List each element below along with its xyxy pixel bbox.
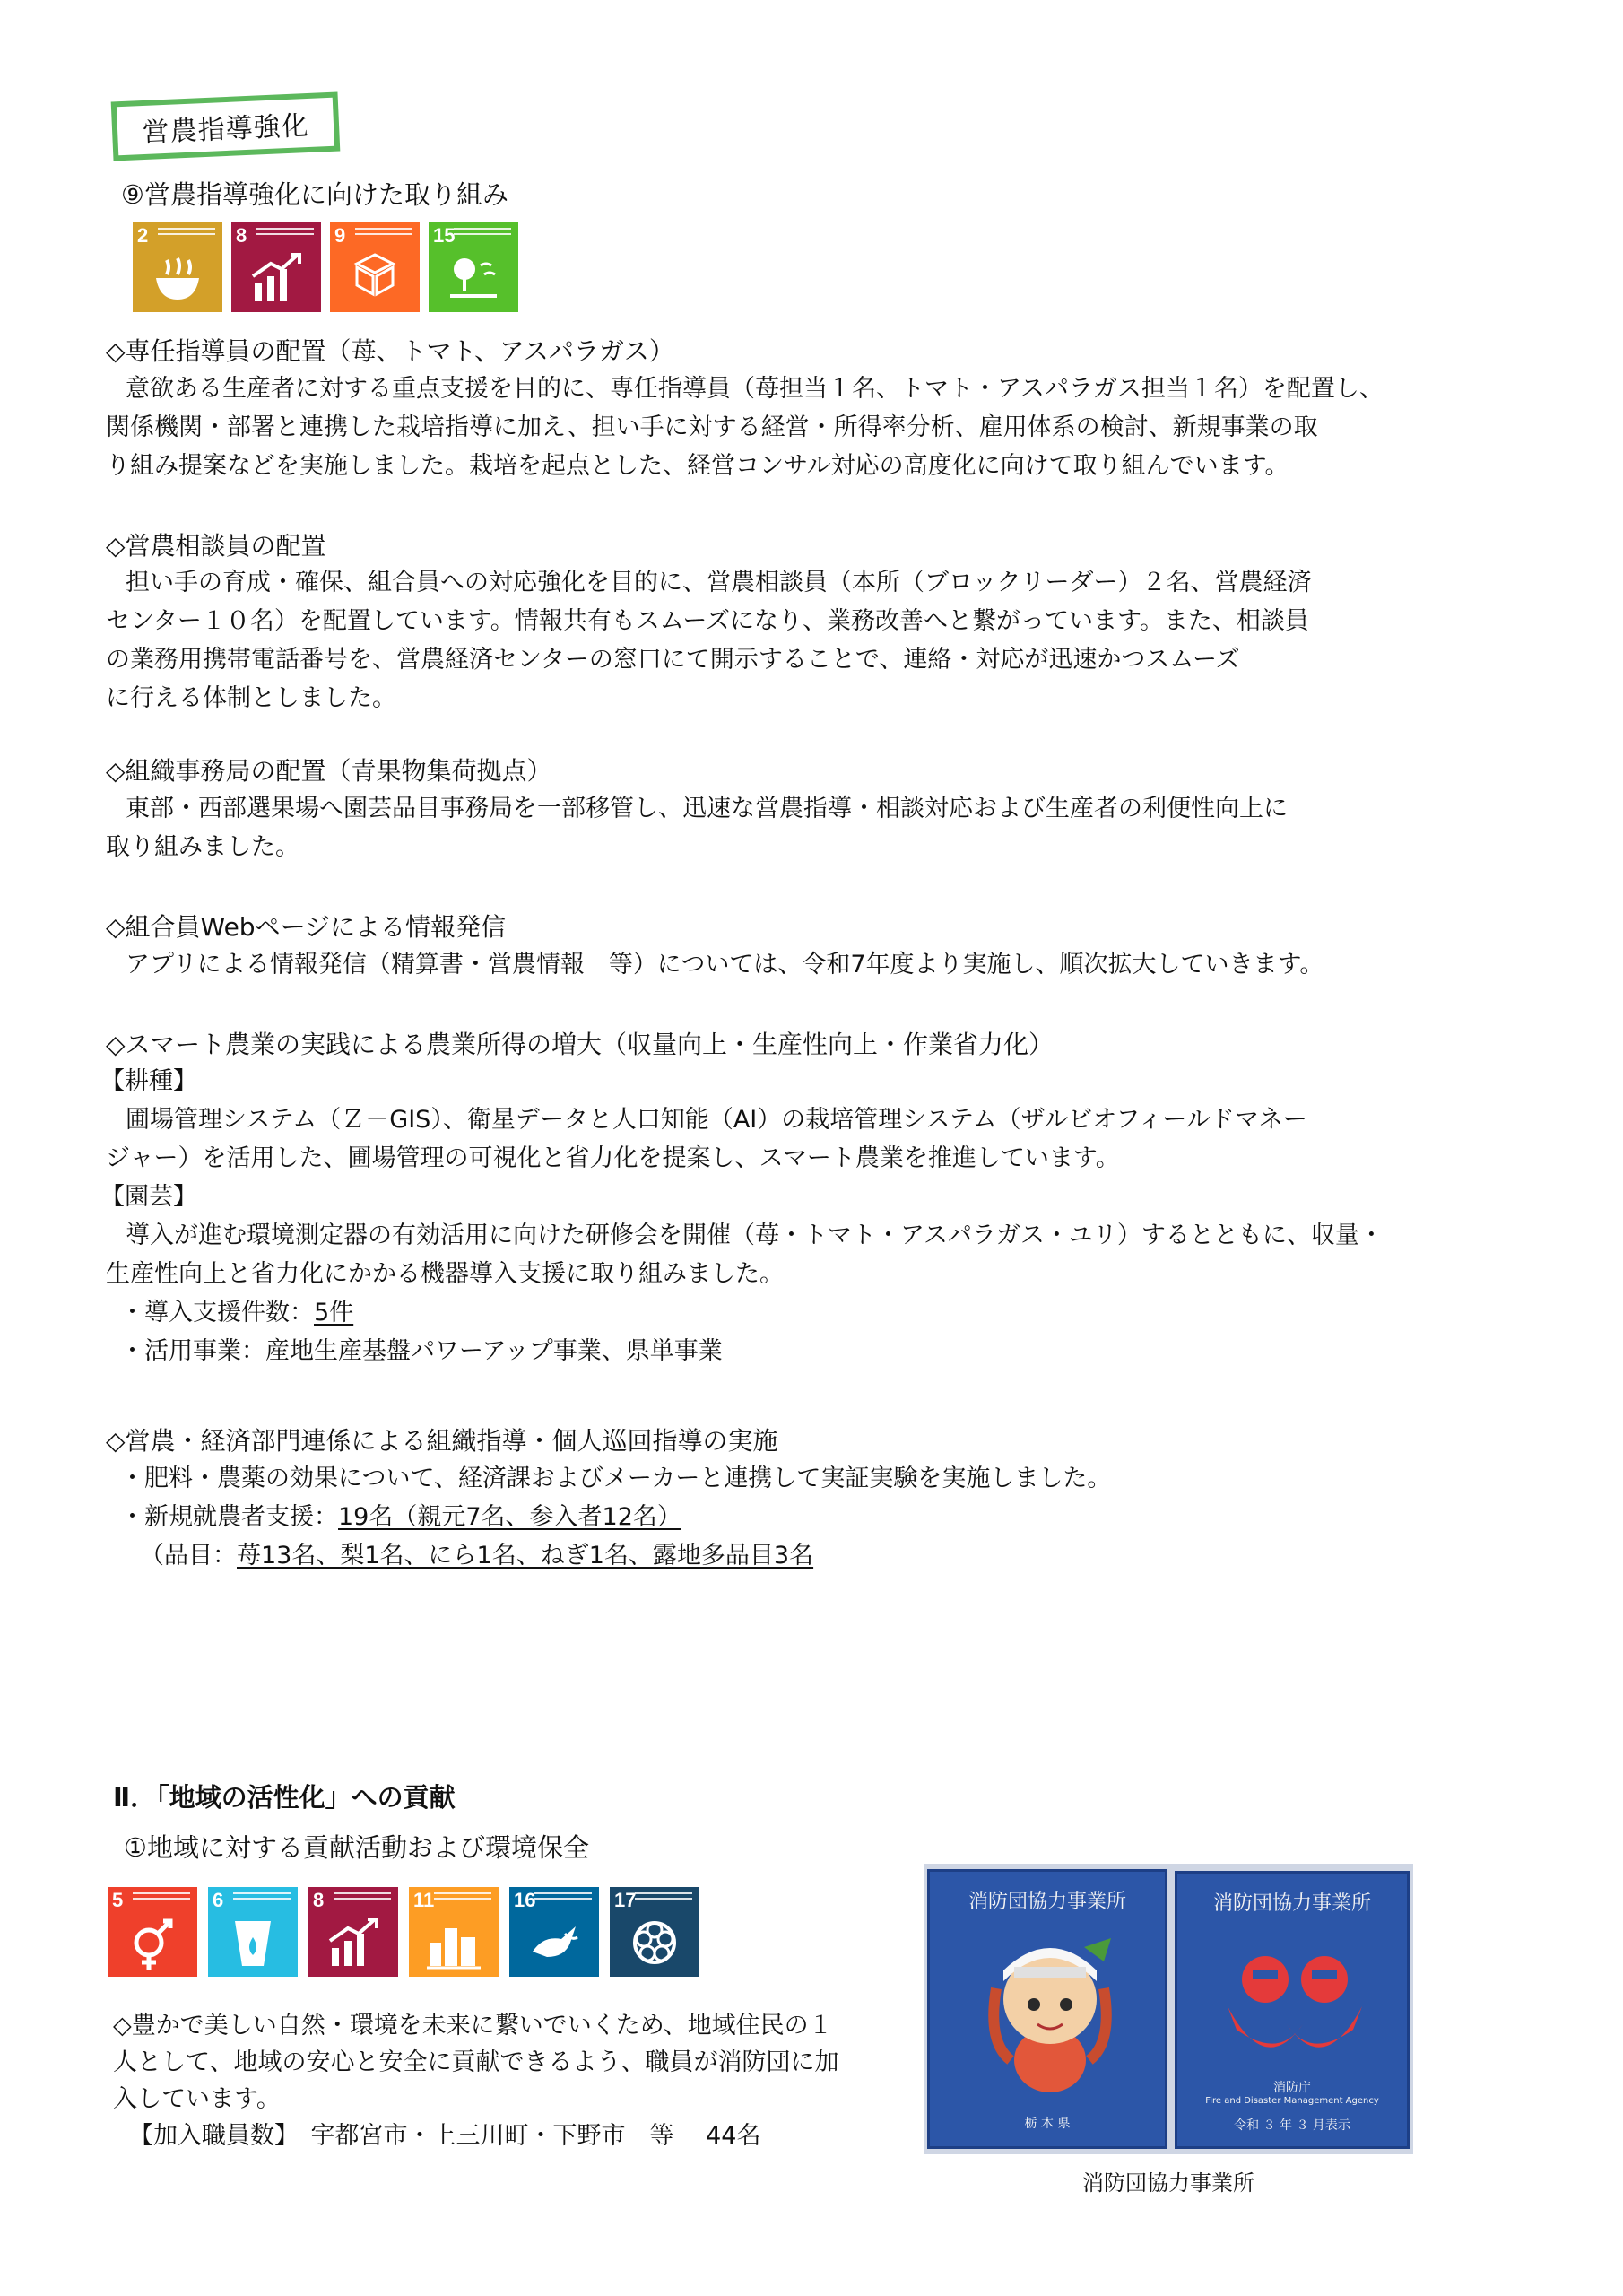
block-body-keizai [120, 1459, 1111, 1575]
sdg-15-pictogram-icon [445, 251, 502, 307]
sdg-number: 8 [236, 224, 247, 247]
fire-brigade-logo-icon [1210, 1944, 1380, 2069]
block-title-keizai: ◇営農・経済部門連係による組織指導・個人巡回指導の実施 [106, 1426, 778, 1456]
sdg-17-pictogram-icon [626, 1916, 683, 1971]
block-body-specialist [106, 370, 1384, 485]
block-title-web: ◇組合員Webページによる情報発信 [106, 912, 507, 942]
text-line: センター１０名）を配置しています。情報共有もスムーズになり、業務改善へと繋がっています。また、相談員 [106, 607, 1309, 635]
sdg-8-icon [231, 222, 321, 312]
sdg-16-icon [509, 1887, 599, 1977]
sdg-9-pictogram-icon [346, 251, 404, 307]
text-line: ◇豊かで美しい自然・環境を未来に繋いでいくため、地域住民の１ [113, 2012, 833, 2039]
plaque-right-org-en: Fire and Disaster Management Agency [1205, 2096, 1379, 2106]
engei-label: 【園芸】 [100, 1183, 197, 1211]
plaque-left [927, 1869, 1167, 2149]
sdg-6-pictogram-icon [224, 1916, 282, 1971]
text-line: に行える体制としました。 [106, 684, 396, 712]
text-line: 圃場管理システム（Ｚ－GIS）、衛星データと人口知能（AI）の栽培管理システム（ザルビオフィールドマネー [126, 1106, 1307, 1134]
sdg-number: 11 [413, 1889, 435, 1911]
sdg-number: 15 [433, 224, 456, 247]
photo-caption: 消防団協力事業所 [1082, 2170, 1254, 2196]
newfarmer-value: 19名（親元7名、参入者12名） [338, 1503, 681, 1531]
text-line: 意欲ある生産者に対する重点支援を目的に、専任指導員（苺担当１名、トマト・アスパラガス担当１名）を配置し、 [126, 375, 1384, 403]
count-value: 5件 [314, 1299, 354, 1326]
text-line: 東部・西部選果場へ園芸品目事務局を一部移管し、迅速な営農指導・相談対応および生産者の利便性向上に [126, 795, 1288, 822]
sdg-number: 6 [213, 1889, 224, 1911]
sdg-number: 5 [112, 1889, 124, 1911]
text-line: 担い手の育成・確保、組合員への対応強化を目的に、営農相談員（本所（ブロックリーダー）２名、営農経済 [126, 569, 1312, 596]
block-body-smart [100, 1062, 1384, 1370]
newfarmer-prefix: ・新規就農者支援： [120, 1503, 338, 1531]
block-title-specialist: ◇専任指導員の配置（苺、トマト、アスパラガス） [106, 336, 674, 366]
plaque-left-footer: 栃 木 県 [1024, 2117, 1071, 2131]
plaque-right-org: 消防庁 [1273, 2081, 1311, 2095]
text-line: 取り組みました。 [106, 833, 299, 861]
sdg-9-icon [330, 222, 420, 312]
plaque-right [1175, 1871, 1410, 2149]
sdg-icon-row-2 [108, 1887, 699, 1977]
sdg-5-pictogram-icon [124, 1916, 181, 1971]
sdg-6-icon [208, 1887, 298, 1977]
sdg-11-pictogram-icon [425, 1916, 482, 1971]
plaque-right-title: 消防団協力事業所 [1212, 1892, 1371, 1915]
sdg-number: 9 [334, 224, 346, 247]
text-line: り組み提案などを実施しました。栽培を起点とした、経営コンサル対応の高度化に向けて取り組んでいます。 [106, 452, 1289, 480]
block-body-secretariat [106, 789, 1288, 866]
newfarmer-line [120, 1498, 1111, 1536]
text-line: 関係機関・部署と連携した栽培指導に加え、担い手に対する経営・所得率分析、雇用体系の検討、新規事業の取 [106, 413, 1318, 441]
section1-heading: ⑨営農指導強化に向けた取り組み [121, 179, 508, 210]
section2-subheading: ①地域に対する貢献活動および環境保全 [124, 1832, 589, 1863]
sdg-17-icon [610, 1887, 699, 1977]
items-line [120, 1536, 1111, 1575]
sdg-8-pictogram-icon [247, 251, 305, 307]
block-title-secretariat: ◇組織事務局の配置（青果物集荷拠点） [106, 756, 552, 786]
items-value: 苺13名、梨1名、にら1名、ねぎ1名、露地多品目3名 [237, 1542, 814, 1570]
block-title-consultant: ◇営農相談員の配置 [106, 531, 326, 561]
business-line: ・活用事業：産地生産基盤パワーアップ事業、県単事業 [120, 1337, 723, 1365]
section-tag [111, 92, 341, 161]
sdg-15-icon [429, 222, 518, 312]
sdg-2-icon [133, 222, 222, 312]
text-line: ジャー）を活用した、圃場管理の可視化と省力化を提案し、スマート農業を推進しています。 [106, 1144, 1120, 1172]
sdg-number: 16 [514, 1889, 536, 1911]
text-line: 導入が進む環境測定器の有効活用に向けた研修会を開催（苺・トマト・アスパラガス・ユリ）するとともに、収量・ [126, 1222, 1384, 1249]
plaque-left-title: 消防団協力事業所 [968, 1891, 1126, 1913]
sdg-11-icon [409, 1887, 499, 1977]
kouchu-label: 【耕種】 [100, 1067, 197, 1095]
section2-heading: Ⅱ．「地域の活性化」への貢献 [113, 1782, 456, 1813]
sdg-number: 17 [614, 1889, 637, 1911]
text-line: 入しています。 [113, 2085, 281, 2113]
section2-body [113, 2007, 838, 2154]
sdg-5-icon [108, 1887, 197, 1977]
sdg-8-pictogram-icon [325, 1916, 382, 1971]
block-title-smart: ◇スマート農業の実践による農業所得の増大（収量向上・生産性向上・作業省力化） [106, 1030, 1054, 1059]
block-body-consultant [106, 563, 1311, 718]
sdg-icon-row-1 [133, 222, 518, 312]
sdg-8-icon [308, 1887, 398, 1977]
members-line [113, 2118, 838, 2154]
sdg-number: 2 [137, 224, 149, 247]
count-line [100, 1293, 1384, 1332]
sdg-2-pictogram-icon [149, 251, 206, 307]
text-line: ・肥料・農薬の効果について、経済課およびメーカーと連携して実証実験を実施しました。 [120, 1465, 1112, 1492]
mascot-icon [978, 1926, 1122, 2096]
block-body-web [106, 945, 1324, 984]
section-tag-label: 営農指導強化 [141, 109, 310, 150]
text-line: アプリによる情報発信（精算書・営農情報 等）については、令和7年度より実施し、順次拡大していきます。 [126, 951, 1324, 978]
plaque-right-date: 令和 ３ 年 ３ 月表示 [1234, 2118, 1350, 2133]
items-prefix: （品目： [140, 1542, 237, 1570]
count-prefix: ・導入支援件数： [120, 1299, 314, 1326]
members-label: 【加入職員数】 [129, 2122, 287, 2150]
members-value: 宇都宮市・上三川町・下野市 等 44名 [310, 2122, 761, 2150]
text-line: 生産性向上と省力化にかかる機器導入支援に取り組みました。 [106, 1260, 784, 1288]
text-line: 人として、地域の安心と安全に貢献できるよう、職員が消防団に加 [113, 2048, 839, 2076]
sdg-16-pictogram-icon [525, 1916, 583, 1971]
plaques-photo [924, 1864, 1413, 2154]
sdg-number: 8 [313, 1889, 325, 1911]
text-line: の業務用携帯電話番号を、営農経済センターの窓口にて開示することで、連絡・対応が迅速かつスムーズ [106, 646, 1240, 674]
